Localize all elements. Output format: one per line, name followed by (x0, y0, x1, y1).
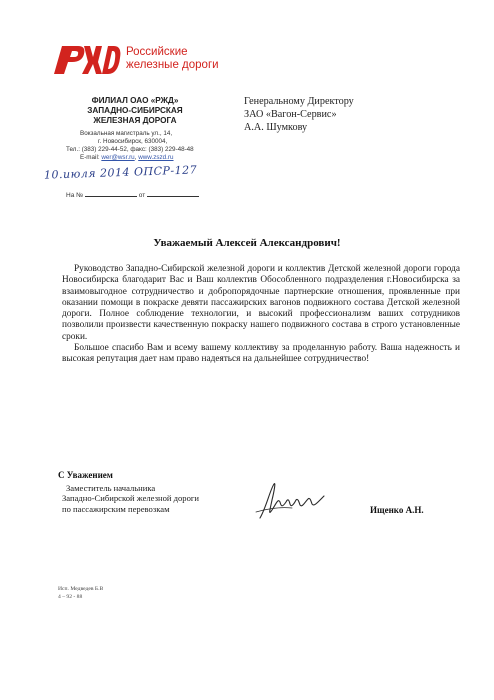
recipient-line-2: ЗАО «Вагон-Сервис» (244, 109, 337, 120)
email-label: E-mail: (80, 154, 100, 161)
from-label: от (138, 192, 146, 199)
position-line-2: Западно-Сибирской железной дороги (62, 493, 200, 504)
email-link[interactable]: wer@wsr.ru (101, 154, 135, 161)
signer-position (62, 483, 252, 514)
signer-name: Ищенко А.Н. (370, 505, 424, 515)
address-contacts: E-mail: wer@wsr.ru, www.zszd.ru (80, 154, 174, 161)
date-blank (147, 190, 199, 197)
recipient-line-3: А.А. Шумкову (244, 122, 308, 133)
handwritten-signature (252, 478, 327, 523)
address-phone: Тел.: (383) 229-44-52, факс: (383) 229-48-48 (66, 146, 194, 153)
executor-name: Исп. Медведев Б.В (58, 586, 104, 592)
rzd-logo (52, 40, 252, 80)
body-paragraph-1: Руководство Западно-Сибирской железной дороги и коллектив Детской железной дороги города Новосибирска благодарит Вас и Ваш коллектив Обособленного подразделения г.Новосибирска за взаимовыгодное сотрудничество и добропорядочные партнерские отношения, проявленные при оказании помощи в покраске девяти пассажирских вагонов подвижного состава Детской железной дороги. Полное соблюдение технологии, и высокий профессионализм ваших сотрудников позволили произвести качественную покраску нашего подвижного состава в строго установленные сроки. (62, 264, 460, 342)
executor-phone: 4 – 92 - 88 (58, 593, 83, 600)
number-blank (85, 190, 137, 197)
address-city: г. Новосибирск, 630004, (98, 138, 168, 145)
recipient-block (244, 95, 464, 134)
handwritten-registration: 10.июля 2014 ОПСР-127 (43, 163, 198, 182)
sender-line-3: ЖЕЛЕЗНАЯ ДОРОГА (93, 116, 177, 125)
sender-address (66, 130, 230, 162)
recipient-line-1: Генеральному Директору (244, 96, 354, 107)
rzd-logo-icon (52, 42, 122, 76)
position-line-1: Заместитель начальника (66, 483, 156, 493)
body-paragraph-2: Большое спасибо Вам и всему вашему коллективу за проделанную работу. Ваша надежность и высокая репутация дает нам право надеяться на дальнейшее сотрудничество! (62, 343, 460, 365)
position-line-3: по пассажирским перевозкам (62, 503, 170, 514)
sender-line-2: ЗАПАДНО-СИБИРСКАЯ (87, 106, 183, 115)
executor-info (58, 586, 103, 601)
sender-organization (60, 96, 210, 126)
greeting: Уважаемый Алексей Александрович! (153, 237, 341, 249)
number-label: На № (66, 192, 84, 199)
closing-regards: С Уважением (58, 470, 113, 480)
logo-wordmark (126, 46, 219, 72)
logo-line-1: Российские (126, 46, 188, 58)
letter-body (62, 264, 460, 366)
sender-line-1: ФИЛИАЛ ОАО «РЖД» (91, 96, 179, 105)
logo-line-2: железные дороги (126, 59, 219, 71)
address-street: Вокзальная магистраль ул., 14, (80, 130, 173, 137)
reference-line (66, 190, 199, 199)
website-link[interactable]: www.zszd.ru (138, 154, 174, 161)
